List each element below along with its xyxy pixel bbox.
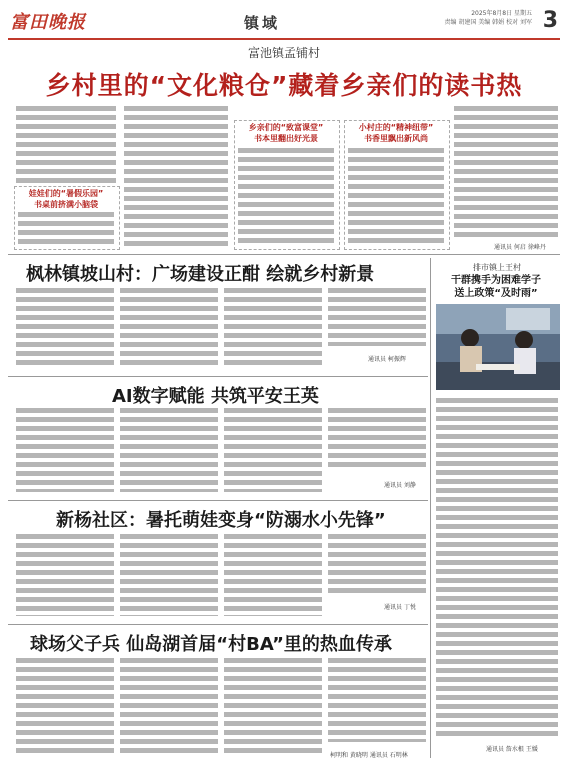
date-line: 2025年8月8日 星期五 xyxy=(471,10,532,17)
story5-headline: 球场父子兵 仙岛湖首届“村BA”里的热血传承 xyxy=(30,634,392,655)
story4-col-2 xyxy=(120,534,218,616)
lead-box-1-text xyxy=(18,212,114,244)
story5-credit: 柯明和 黄晓明 通讯员 石明林 xyxy=(330,752,408,759)
story3-col-3 xyxy=(224,408,322,492)
story3-credit: 通讯员 刘静 xyxy=(384,482,416,489)
story2-col-3 xyxy=(224,288,322,368)
story3-col-1 xyxy=(16,408,114,492)
newspaper-page xyxy=(8,6,560,764)
story3-col-4 xyxy=(328,408,426,470)
divider-2 xyxy=(8,376,428,377)
lead-headline: 乡村里的“文化粮仓”藏着乡亲们的读书热 xyxy=(45,71,523,100)
sidebar-title: 干群携手为困难学子 送上政策“及时雨” xyxy=(451,275,541,299)
sidebar-credit: 通讯员 詹水根 王媛 xyxy=(486,746,538,753)
story2-col-2 xyxy=(120,288,218,368)
story5-col-3 xyxy=(224,658,322,754)
lead-box-2-title: 乡亲们的“致富课堂” 书本里翻出好光景 xyxy=(248,123,324,143)
story2-credit: 通讯员 柯振辉 xyxy=(368,356,406,363)
story4-headline: 新杨社区：暑托萌娃变身“防溺水小先锋” xyxy=(56,510,386,531)
sidebar-text xyxy=(436,398,558,738)
lead-box-1-title: 娃娃们的“暑假乐园” 书桌前挤满小脑袋 xyxy=(28,189,104,209)
story4-col-1 xyxy=(16,534,114,616)
masthead xyxy=(8,6,560,40)
story2-col-4 xyxy=(328,288,426,346)
sidebar-divider xyxy=(430,258,431,758)
sidebar-subtitle: 排市镇上王村 xyxy=(473,263,521,272)
lead-text-col-5 xyxy=(454,106,558,238)
story3-headline: AI数字赋能 共筑平安王英 xyxy=(112,386,319,407)
divider-4 xyxy=(8,624,428,625)
lead-box-2-text xyxy=(238,148,334,244)
lead-text-col-1 xyxy=(16,106,116,184)
lead-box-3-text xyxy=(348,148,444,244)
story4-col-4 xyxy=(328,534,426,594)
story4-col-3 xyxy=(224,534,322,616)
story2-headline: 枫林镇坡山村：广场建设正酣 绘就乡村新景 xyxy=(26,264,375,285)
classroom-photo xyxy=(436,304,560,390)
divider-3 xyxy=(8,500,428,501)
divider-1 xyxy=(8,254,560,255)
page-number: 3 xyxy=(542,8,558,33)
lead-credit: 通讯员 何启 徐峰丹 xyxy=(494,244,546,251)
story5-col-1 xyxy=(16,658,114,754)
story5-col-2 xyxy=(120,658,218,754)
story5-col-4 xyxy=(328,658,426,742)
section-title: 镇域 xyxy=(244,14,281,32)
editor-line: 责编 胡建国 美编 韩娟 校对 刘军 xyxy=(444,19,532,26)
story3-col-2 xyxy=(120,408,218,492)
story4-credit: 通讯员 丁悦 xyxy=(384,604,416,611)
lead-subtitle: 富池镇孟铺村 xyxy=(247,46,320,60)
lead-text-col-2 xyxy=(124,106,228,248)
story2-col-1 xyxy=(16,288,114,368)
lead-box-3-title: 小村庄的“精神纽带” 书香里飘出新风尚 xyxy=(358,123,434,143)
newspaper-logo: 富田晚报 xyxy=(10,12,86,33)
masthead-meta xyxy=(444,9,532,27)
